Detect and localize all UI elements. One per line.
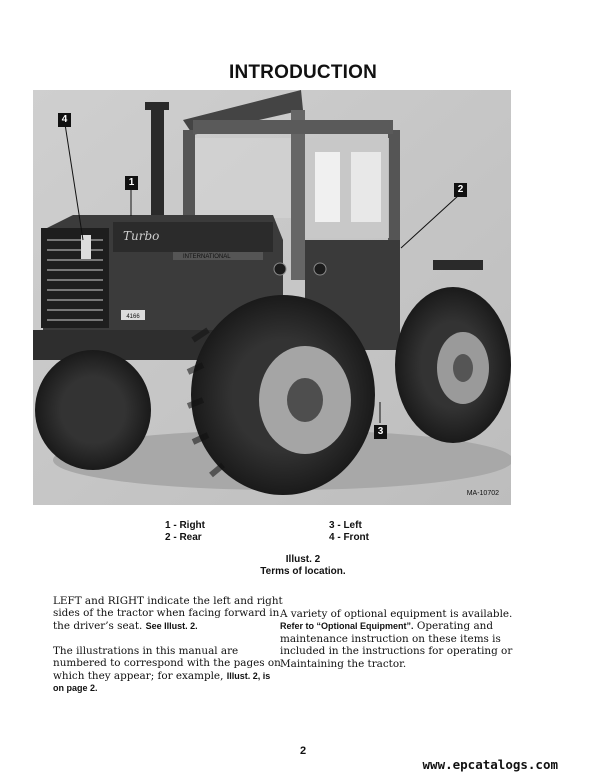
model-plate-text: 4166 [126, 314, 140, 320]
illustration-caption-text: Terms of location. [260, 566, 346, 577]
paragraph-optional-equipment-text: A variety of optional equipment is available. [280, 608, 513, 620]
callout-4-front: 4 [58, 113, 71, 127]
page-title: INTRODUCTION [228, 62, 378, 83]
callout-3-left: 3 [374, 425, 387, 439]
brand-badge-text: INTERNATIONAL [183, 254, 231, 260]
legend-item-1: 1 - Right [165, 520, 205, 531]
page-number: 2 [299, 745, 307, 757]
watermark-link: www.epcatalogs.com [422, 757, 558, 772]
callout-2-rear: 2 [454, 183, 467, 197]
paragraph-left-right [53, 595, 283, 632]
legend-left [165, 520, 205, 544]
paragraph-optional-equipment-text-after: Operating and maintenance instruction on these items is included in the instructions for operating or Maintaining the tractor. [280, 620, 513, 670]
legend-right [329, 520, 369, 544]
callout-1-right: 1 [125, 176, 138, 190]
illustration-caption-number: Illust. 2 [285, 554, 321, 565]
paragraph-illustration-numbering-ref: Illust. 2, is on page 2. [53, 670, 271, 694]
illustration-code: MA-10702 [466, 490, 499, 497]
legend-item-2: 2 - Rear [165, 532, 202, 543]
paragraph-optional-equipment-ref: Refer to “Optional Equipment”. [280, 621, 414, 632]
paragraph-left-right-ref: See Illust. 2. [145, 620, 198, 631]
paragraph-illustration-numbering-text: The illustrations in this manual are numbered to correspond with the pages on which they appear; for example, [53, 645, 281, 682]
legend-item-4: 4 - Front [329, 532, 369, 543]
legend-item-3: 3 - Left [329, 520, 362, 531]
paragraph-illustration-numbering [53, 645, 283, 695]
tractor-illustration [33, 90, 511, 505]
paragraph-optional-equipment [280, 608, 518, 670]
hood-script-text: Turbo [123, 229, 160, 243]
paragraph-left-right-text: LEFT and RIGHT indicate the left and right sides of the tractor when facing forward in the driver’s seat. [53, 595, 283, 632]
